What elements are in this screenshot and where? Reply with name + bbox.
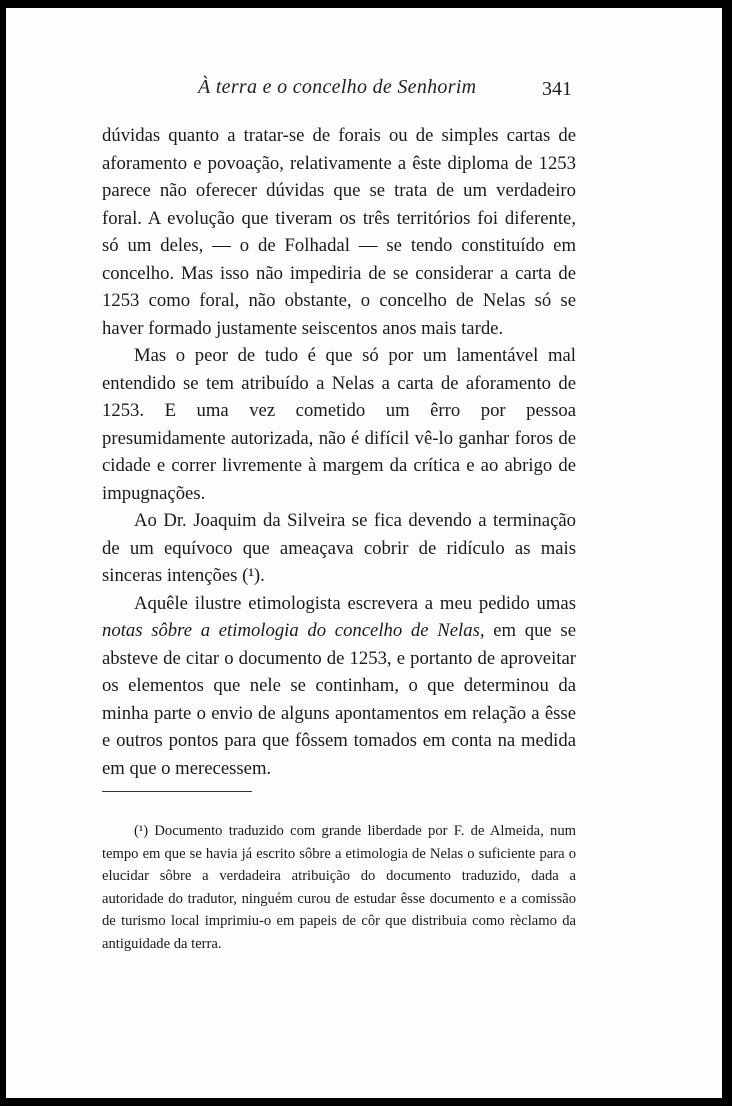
footnote-paragraph (102, 820, 576, 956)
footnote-marker: (¹) (134, 823, 149, 839)
paragraph-3: Ao Dr. Joaquim da Silveira se fica devendo a terminação de um equívoco que ameaçava cobrir de ridículo as mais sinceras intenções (¹). (102, 510, 576, 586)
paragraph-4 (102, 590, 576, 783)
paragraph-2: Mas o peor de tudo é que só por um lamentável mal entendido se tem atribuído a Nelas a carta de aforamento de 1253. E uma vez cometido um êrro por pessoa presumidamente autorizada, não é difícil vê-lo ganhar foros de cidade e correr livremente à margem da crítica e ao abrigo de impugnações. (102, 345, 576, 504)
footnote (102, 820, 576, 956)
paragraph-4-end: em que se absteve de citar o documento de 1253, e portanto de aproveitar os elementos que nele se continham, o que determinou da minha parte o envio de alguns apontamentos em relação a êsse e outros pontos para que fôssem tomados em conta na medida em que o merecessem. (102, 620, 576, 779)
paragraph-4-italic-title: notas sôbre a etimologia do concelho de Nelas, (102, 620, 485, 641)
body-text (102, 122, 576, 782)
running-title: À terra e o concelho de Senhorim (198, 76, 477, 98)
paragraph-4-start: Aquêle ilustre etimologista escrevera a meu pedido umas (134, 592, 576, 614)
footnote-text: Documento traduzido com grande liberdade por F. de Almeida, num tempo em que se havia já escrito sôbre a etimologia de Nelas o suficiente para o elucidar sôbre a verdadeira atribuição do documento traduzido, dada a autoridade do tradutor, ninguém curou de estudar êsse documento e a comissão de turismo local imprimiu-o em papeis de côr que distribuia como rèclamo da antiguidade da terra. (102, 823, 576, 952)
paragraph-1: dúvidas quanto a tratar-se de forais ou de simples cartas de aforamento e povoação, relativamente a êste diploma de 1253 parece não oferecer dúvidas que se trata de um verdadeiro foral. A evolução que tiveram os três territórios foi diferente, só um deles, — o de Folhadal — se tendo constituído em concelho. Mas isso não impediria de se considerar a carta de 1253 como foral, não obstante, o concelho de Nelas só se haver formado justamente seiscentos anos mais tarde. (102, 125, 576, 339)
page-number: 341 (542, 78, 572, 100)
book-page (6, 8, 722, 1098)
footnote-separator (102, 791, 252, 792)
